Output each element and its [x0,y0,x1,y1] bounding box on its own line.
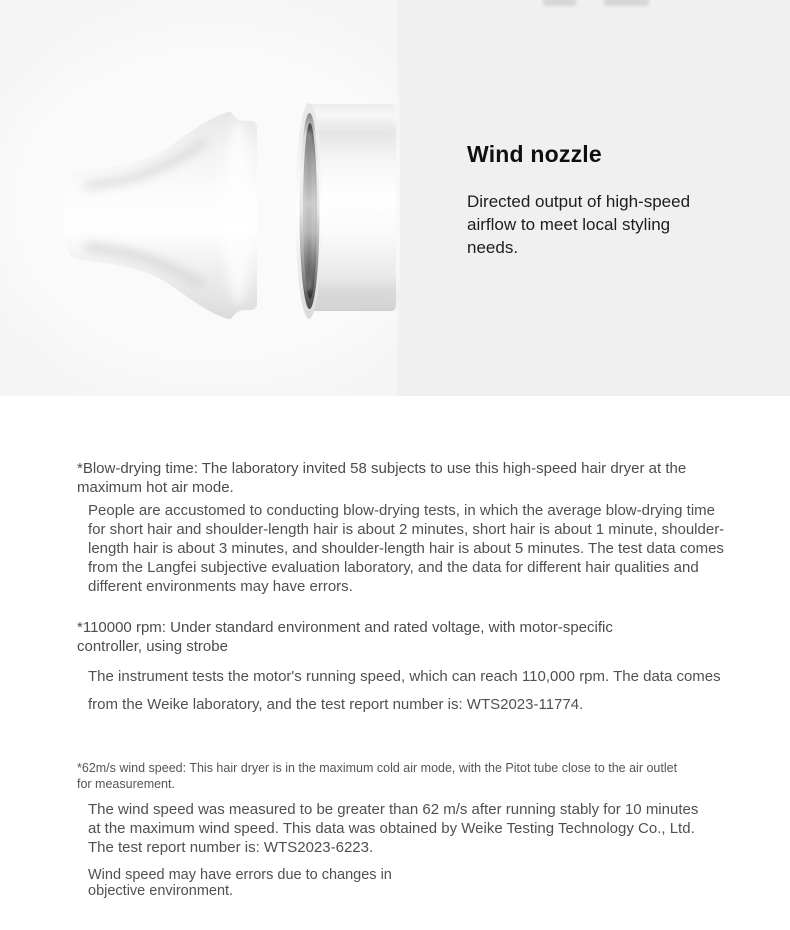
footnote-heading: *Blow-drying time: The laboratory invited 58 subjects to use this high-speed hair dryer at the maximum hot air mode. [77,460,687,496]
hero-title: Wind nozzle [467,141,602,167]
footnote-paragraph: Wind speed may have errors due to changes in objective environment. [88,867,392,899]
footnotes-section [0,396,790,899]
footnote-paragraph: The wind speed was measured to be greater than 62 m/s after running stably for 10 minutes at the maximum wind speed. This data was obtained by Weike Testing Technology Co., Ltd. The test report number is: WTS2023-6223. [88,801,699,856]
wind-nozzle-product-image [0,0,400,396]
hero-text-block [467,140,717,259]
footnote-rpm [77,618,730,719]
footnote-heading: *62m/s wind speed: This hair dryer is in the maximum cold air mode, with the Pitot tube close to the air outlet for measurement. [77,761,678,791]
footnote-blow-drying-time [77,459,730,596]
cropped-text-artifact [604,0,649,6]
cropped-text-artifact [543,0,576,6]
footnote-wind-speed [77,760,730,899]
hero-section [0,0,790,396]
footnote-paragraph: The instrument tests the motor's running speed, which can reach 110,000 rpm. The data comes from the Weike laboratory, and the test report number is: WTS2023-11774. [88,668,721,713]
hero-description: Directed output of high-speed airflow to meet local styling needs. [467,192,691,257]
footnote-paragraph: People are accustomed to conducting blow-drying tests, in which the average blow-drying time for short hair and shoulder-length hair is about 2 minutes, short hair is about 1 minute, shoulder-length hair is about 3 minutes, and shoulder-length hair is about 5 minutes. The test data comes from the Langfei subjective evaluation laboratory, and the data for different hair qualities and different environments may have errors. [88,502,725,595]
footnote-heading: *110000 rpm: Under standard environment and rated voltage, with motor-specific controller, using strobe [77,619,613,655]
